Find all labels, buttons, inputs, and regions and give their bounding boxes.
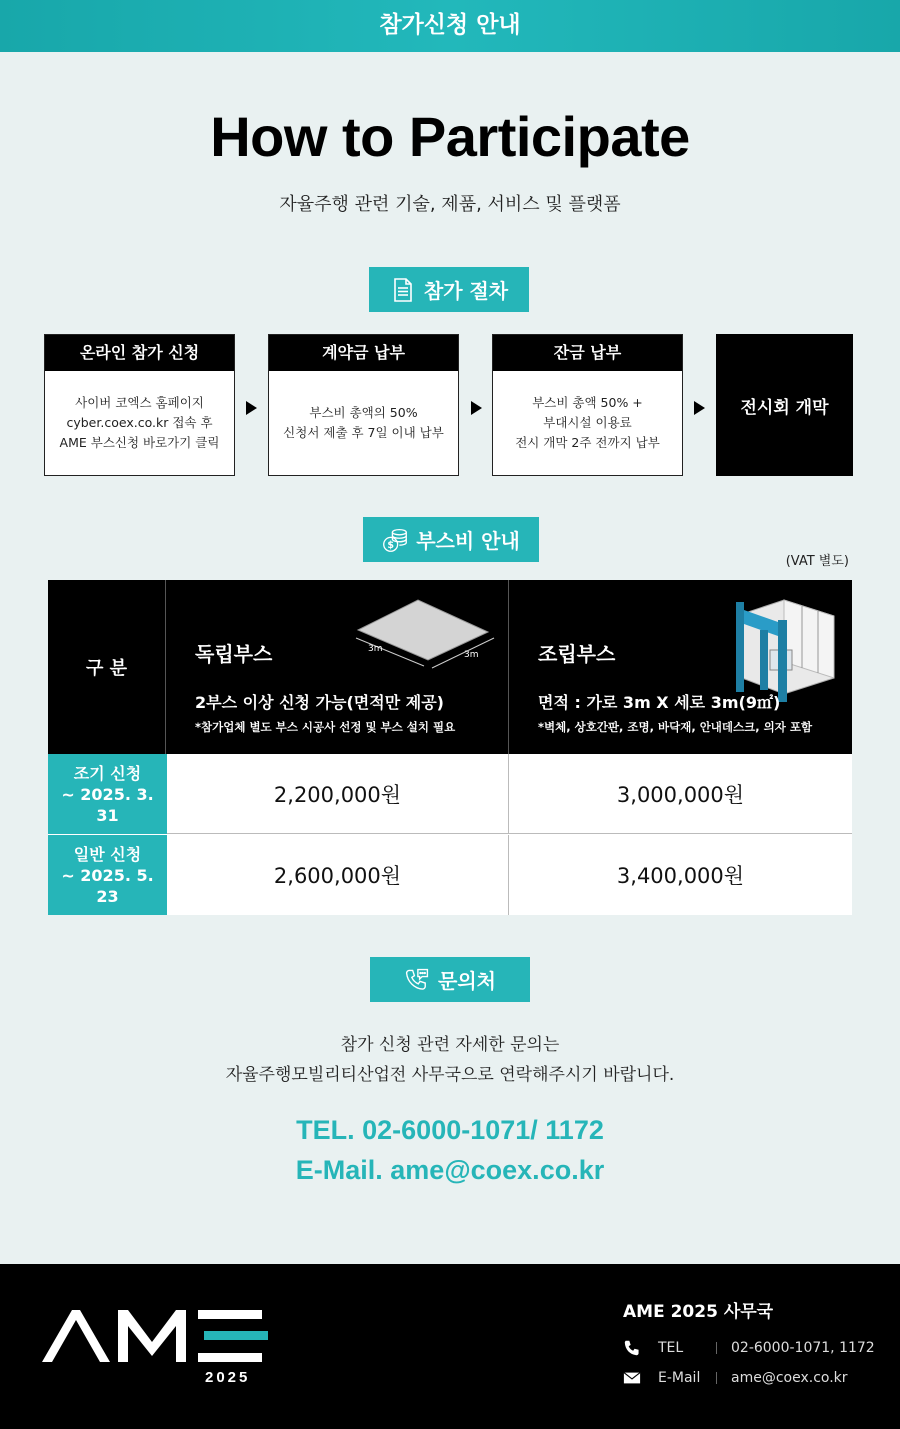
step-line: 부스비 총액 50% + [532, 395, 643, 410]
contact-email[interactable]: E-Mail. ame@coex.co.kr [295, 1155, 605, 1185]
step-line: 신청서 제출 후 7일 이내 납부 [283, 425, 444, 440]
ame-logo [42, 1306, 268, 1364]
footer-email-value[interactable]: ame@coex.co.kr [731, 1370, 848, 1386]
step-line: 부대시설 이용료 [543, 415, 632, 430]
step-line: cyber.coex.co.kr 접속 후 [66, 415, 213, 430]
fee-badge [363, 517, 539, 562]
separator [716, 1372, 717, 1384]
column-shell-scheme-booth [509, 580, 852, 754]
phone-chat-icon [404, 967, 430, 993]
row-label [48, 835, 167, 915]
raw-space-floor-illustration [348, 594, 498, 674]
contact-badge [370, 957, 530, 1002]
phone-icon [623, 1339, 641, 1357]
contact-tel[interactable]: TEL. 02-6000-1071/ 1172 [296, 1115, 604, 1145]
price-cell: 3,400,000원 [616, 864, 745, 888]
dimension-label: 3m [368, 644, 383, 654]
step-deposit [268, 334, 459, 476]
column-desc: 면적 : 가로 3m X 세로 3m(9㎡) [538, 693, 781, 712]
price-cell: 2,600,000원 [167, 835, 509, 915]
step-line: 사이버 코엑스 홈페이지 [75, 395, 204, 410]
office-title: AME 2025 사무국 [623, 1302, 774, 1322]
contact-line: 참가 신청 관련 자세한 문의는 [340, 1035, 560, 1055]
shell-scheme-booth-illustration [722, 596, 840, 704]
column-desc: 2부스 이상 신청 가능(면적만 제공) [195, 693, 444, 712]
fee-table [48, 580, 852, 915]
step-exhibition-open: 전시회 개막 [716, 334, 853, 476]
footer-email-row [623, 1368, 848, 1388]
arrow-right-icon [471, 401, 482, 415]
footer-tel-label: TEL [658, 1340, 684, 1356]
step-line: AME 부스신청 바로가기 클릭 [59, 435, 220, 450]
column-raw-space-booth [166, 580, 509, 754]
vat-note: (VAT 별도) [785, 554, 849, 569]
contact-badge-label: 문의처 [438, 969, 496, 993]
contact-description [0, 1030, 900, 1090]
category-header: 구 분 [48, 580, 166, 754]
column-note: *벽체, 상호간판, 조명, 바닥재, 안내데스크, 의자 포함 [538, 720, 813, 734]
contact-line: 자율주행모빌리티산업전 사무국으로 연락해주시기 바랍니다. [225, 1065, 675, 1085]
contact-info [0, 1110, 900, 1190]
table-row [48, 835, 852, 915]
row-label-deadline: ~ 2025. 5. 23 [61, 865, 154, 906]
step-line: 전시 개막 2주 전까지 납부 [515, 435, 660, 450]
footer [0, 1264, 900, 1429]
step-title: 계약금 납부 [269, 335, 458, 371]
footer-email-label: E-Mail [658, 1370, 701, 1386]
column-note: *참가업체 별도 부스 시공사 선정 및 부스 설치 필요 [195, 720, 456, 734]
document-icon [390, 277, 416, 303]
mail-icon [623, 1369, 641, 1387]
step-title: 잔금 납부 [493, 335, 682, 371]
procedure-badge [369, 267, 529, 312]
row-label-deadline: ~ 2025. 3. 31 [61, 784, 154, 825]
footer-tel-row [623, 1338, 875, 1358]
svg-text:$: $ [387, 539, 395, 551]
fee-table-header [48, 580, 852, 754]
step-title: 온라인 참가 신청 [45, 335, 234, 371]
price-cell: 2,200,000원 [167, 754, 509, 834]
coins-icon [382, 527, 408, 553]
column-title: 독립부스 [195, 642, 273, 666]
dimension-label: 3m [464, 650, 479, 660]
page-title: How to Participate [210, 105, 690, 168]
footer-tel-value[interactable]: 02-6000-1071, 1172 [731, 1340, 875, 1356]
step-balance [492, 334, 683, 476]
row-label-title: 일반 신청 [73, 844, 142, 864]
step-online-apply [44, 334, 235, 476]
row-label [48, 754, 167, 834]
arrow-right-icon [694, 401, 705, 415]
column-title: 조립부스 [538, 642, 616, 666]
price-cell: 3,000,000원 [616, 783, 745, 807]
separator [716, 1342, 717, 1354]
logo-year: 2025 [205, 1369, 251, 1386]
page-subtitle: 자율주행 관련 기술, 제품, 서비스 및 플랫폼 [279, 194, 621, 215]
arrow-right-icon [246, 401, 257, 415]
top-banner: 참가신청 안내 [0, 0, 900, 52]
step-line: 부스비 총액의 50% [309, 405, 418, 420]
row-label-title: 조기 신청 [73, 763, 142, 783]
fee-badge-label: 부스비 안내 [416, 529, 520, 553]
procedure-badge-label: 참가 절차 [423, 279, 509, 303]
table-row [48, 754, 852, 834]
